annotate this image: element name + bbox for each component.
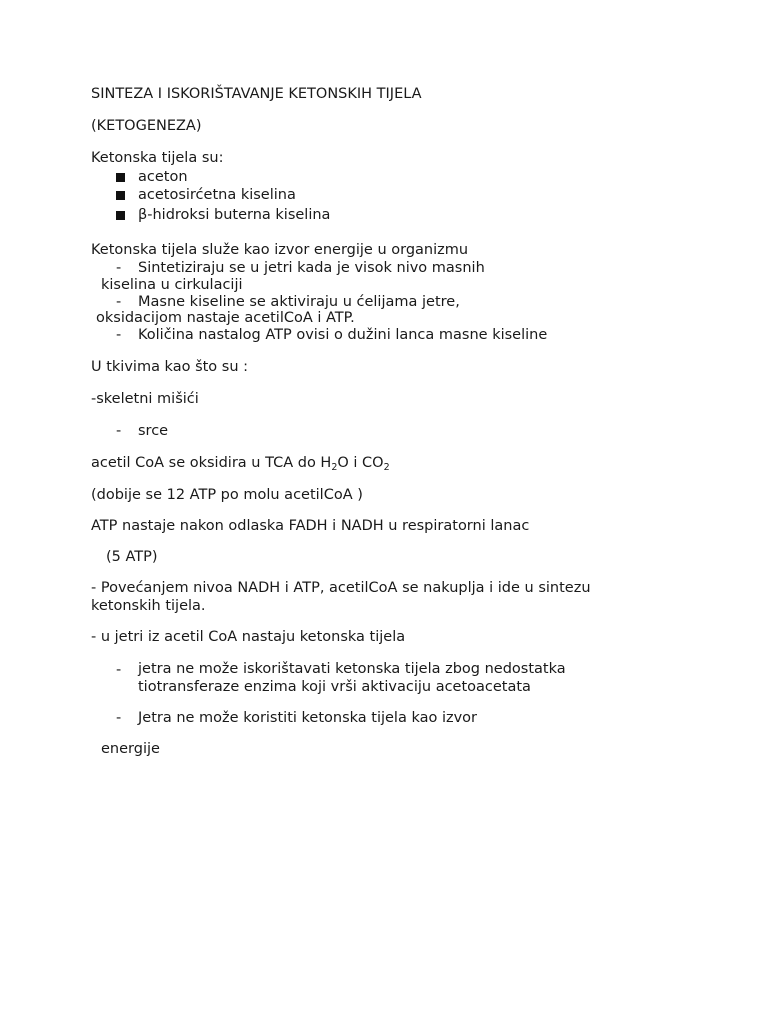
nadh-line2: ketonskih tijela. [91,598,206,614]
skeletal-muscles-line: -skeletni mišići [91,391,199,407]
square-bullet-icon [116,173,125,182]
list-item: β-hidroksi buterna kiselina [138,207,331,223]
tca-text-1: acetil CoA se oksidira u TCA do H [91,455,332,471]
document-subtitle: (KETOGENEZA) [91,118,202,134]
document-title: SINTEZA I ISKORIŠTAVANJE KETONSKIH TIJELA [91,86,422,102]
list-item: acetosirćetna kiselina [138,187,296,203]
dash-marker: - [116,260,122,276]
point-atp-amount: Količina nastalog ATP ovisi o dužini lanca masne kiseline [138,327,548,343]
liver-point1-line1: jetra ne može iskorištavati ketonska tijela zbog nedostatka [138,661,566,677]
intro-text: Ketonska tijela su: [91,150,224,166]
energy-source-line: Ketonska tijela služe kao izvor energije u organizmu [91,242,469,258]
heart-line: srce [138,423,169,439]
dash-marker: - [116,710,122,726]
tca-oxidation-line [91,455,390,472]
energy-word-line: energije [101,741,160,757]
subscript-2: 2 [331,462,338,473]
dash-marker: - [116,662,122,678]
dash-marker: - [116,294,122,310]
dash-marker: - [116,327,122,343]
point-synthesis-line2: kiselina u cirkulaciji [101,277,243,293]
square-bullet-icon [116,191,125,200]
liver-line: - u jetri iz acetil CoA nastaju ketonska tijela [91,629,406,645]
subscript-2: 2 [383,462,390,473]
dash-marker: - [116,423,122,439]
point-synthesis-line1: Sintetiziraju se u jetri kada je visok nivo masnih [138,260,485,276]
tissues-line: U tkivima kao što su : [91,359,249,375]
point-activation-line1: Masne kiseline se aktiviraju u ćelijama jetre, [138,294,460,310]
respiratory-chain-line: ATP nastaje nakon odlaska FADH i NADH u respiratorni lanac [91,518,530,534]
liver-point2-line: Jetra ne može koristiti ketonska tijela kao izvor [138,710,478,726]
list-item: aceton [138,169,188,185]
tca-text-2: O i CO [337,455,384,471]
square-bullet-icon [116,211,125,220]
point-activation-line2: oksidacijom nastaje acetilCoA i ATP. [96,310,355,326]
atp5-line: (5 ATP) [106,549,158,565]
atp12-line: (dobije se 12 ATP po molu acetilCoA ) [91,487,363,503]
nadh-line1: - Povećanjem nivoa NADH i ATP, acetilCoA se nakuplja i ide u sintezu [91,580,591,596]
liver-point1-line2: tiotransferaze enzima koji vrši aktivaciju acetoacetata [138,679,531,695]
